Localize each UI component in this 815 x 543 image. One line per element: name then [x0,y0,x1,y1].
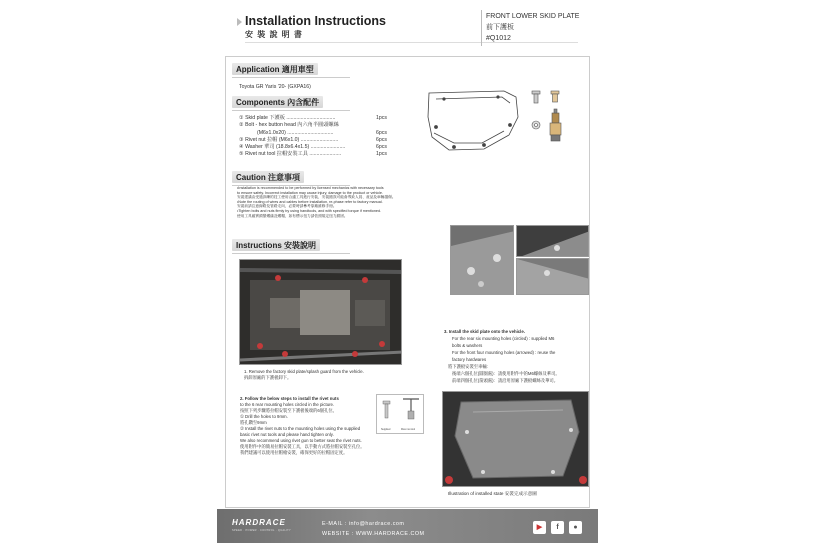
part-number: #Q1012 [486,35,511,42]
closeup-photo-1 [450,225,514,295]
tool-caption-right: Rivet nut tool [401,428,415,431]
closeup-photo-3 [516,258,589,295]
caution-text: •Installation is recommended to be performed by licensed mechanics with necessary tools to ensure safety. Incorrect installation may cause injury, damage to the product or vehicle. 安裝建議由受過訓練的技工使用合適工具進行安裝，安裝錯誤可能會導致人員、產品及車輛損傷。 •Note the routing of wires and cables before installation, re-phase refer to factory manual. 安裝前請注意線路及管路走向，必要時請參考原廠維修手冊。 •Tighten bolts and nuts firmly by using handtools, and with specified torque if mentioned. 使用工具確實鎖緊螺絲及螺帽，如有標示扭力請依照規定扭力鎖固。 [237,186,396,218]
rivet-tool-diagram [376,394,424,434]
footer [217,509,598,543]
components-heading: Components 內含配件 [232,96,323,108]
tool-caption-left: Supplied [381,428,391,431]
website-link[interactable]: WEBSITE : WWW.HARDRACE.COM [322,531,425,537]
header-divider [481,10,482,46]
contact-info [322,519,425,539]
product-name-en: FRONT LOWER SKID PLATE [486,13,580,20]
facebook-icon[interactable]: f [551,521,564,534]
list-item: ① Skid plate 下護板 .................................. 1pcs [239,115,387,121]
page-subtitle: 安 裝 說 明 書 [245,30,303,39]
step-3-text: 3. Install the skid plate onto the vehicle. For the rear six mounting holes (circled) : supplied M6 bolts & washers For the front four mounting holes (arrowed) : reuse the factory hardwares 將下護板安裝至車輛： 後端六個孔位(圓圈處)：請使用附件中的M6螺絲及華司。 前端四個孔位(箭頭處)：請沿用原廠下護板螺絲及華司。 [444,329,560,383]
washer-drawing [532,121,540,129]
application-rule [232,77,350,78]
step-1-text: 1. Remove the factory skid plate/splash guard from the vehicle. 拆卸原廠的下護板卸下。 [244,369,364,380]
step-2-text: 2. Follow the below steps to install the rivet nuts to the 6 rear mounting holes circled in the picture. 按照下列步驟將拉帽安裝至下護板後端的6個孔位。 ① Drill the holes to 9mm. 將孔鑽至9mm ② Install the rivet nuts to the mounting holes using the supplied basic rivet nut tools and please hand tighten only. We also recommend using rivet gun to better seat the rivet nuts. 使用附件中的簡易拉帽安裝工具，以手動方式將拉帽安裝至孔位。 我們建議可以使用拉帽槍安裝，確保更好的拉帽固定度。 [240,396,365,455]
bolt-drawing [532,91,540,103]
parts-illustration [424,87,574,167]
instructions-heading: Instructions 安裝說明 [232,239,320,251]
youtube-icon[interactable]: ▶ [533,521,546,534]
caution-heading: Caution 注意事項 [232,171,304,183]
skid-plate-drawing [428,91,518,150]
rivet-tool-drawing [550,109,561,141]
closeup-photo-2 [516,225,589,257]
email-link[interactable]: E-MAIL : info@hardrace.com [322,521,405,527]
list-item: (M6x1.0x20) ................................ 6pcs [257,129,387,136]
wechat-icon[interactable]: ● [569,521,582,534]
installed-state-photo [442,391,589,487]
product-name-zh: 前下護板 [486,24,514,31]
rivet-nut-drawing [551,91,559,102]
vehicle-fitment: Toyota GR Yaris '20- (GXPA16) [239,84,311,90]
instructions-rule [232,253,350,254]
list-item: ④ Washer 華司 (18.8x6.4x1.5) ........................ 6pcs [239,144,387,151]
application-heading: Application 適用車型 [232,63,318,75]
header-arrow-icon [237,18,242,26]
list-item: ② Bolt - hex button head 內六角半圓頭螺絲 [239,122,339,129]
installed-caption: Illustration of installed state 安裝完成示意圖 [448,491,537,496]
product-info [486,11,579,44]
page-title: Installation Instructions [245,14,386,28]
list-item: ⑤ Rivet nut tool 拉帽安裝工具 ...................... 1pcs [239,151,387,158]
components-list [239,115,387,159]
list-item: ③ Rivet nut 拉帽 (M6x1.0) .......................... 6pcs [239,136,387,143]
brand-tagline: SPEED · POWER · CONTROL · QUALITY [232,529,292,532]
components-rule [232,110,350,111]
content-panel [225,56,590,508]
underside-photo [239,259,402,365]
brand-logo: HARDRACE [232,518,286,527]
instruction-page [217,0,598,543]
